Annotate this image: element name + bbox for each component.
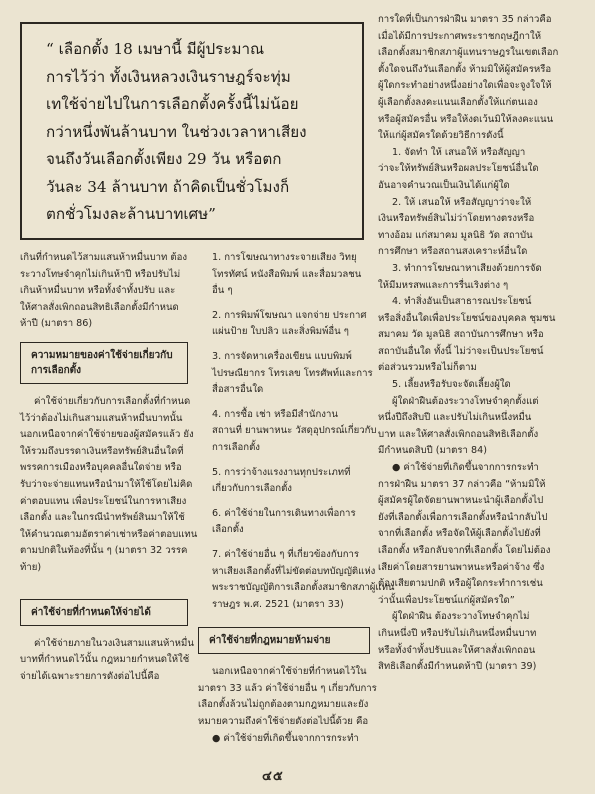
- text-line: จากที่เลือกตั้ง หรือจัดให้ผู้เลือกตั้งไปยังที่: [378, 528, 541, 540]
- text-line: เลือกตั้งล้วนไม่ถูกต้องตามกฎหมายและยัง: [198, 699, 369, 711]
- text-line: ค่าใช้จ่ายภายในวงเงินสามแสนห้าหมื่น: [34, 637, 194, 649]
- prohibited-paragraph: [198, 664, 377, 747]
- text-line: ห้าปี (มาตรา 86): [20, 318, 93, 330]
- text-line: นอกเหนือจากค่าใช้จ่ายของผู้สมัครแล้ว ยัง: [20, 429, 194, 441]
- pull-quote-line: วันละ 34 ล้านบาท ถ้าคิดเป็นชั่วโมงก็: [46, 177, 290, 196]
- column-middle: [198, 250, 395, 752]
- text-line: นอกเหนือจากค่าใช้จ่ายที่กำหนดไว้ใน: [212, 666, 367, 678]
- text-line: ให้รวมถึงบรรดาเงินหรือทรัพย์สินอื่นใดที่: [20, 445, 184, 457]
- list-item-line: โทรทัศน์ หนังสือพิมพ์ และสื่อมวลชน: [212, 268, 362, 280]
- list-item-line: 5. การว่าจ้างแรงงานทุกประเภทที่: [212, 466, 351, 478]
- text-line: ให้คำนวณตามอัตราค่าเช่าหรือค่าตอบแทน: [20, 528, 198, 540]
- list-item-line: สื่อสารอื่นใด: [212, 384, 264, 396]
- heading-line: ความหมายของค่าใช้จ่ายเกี่ยวกับ: [31, 349, 173, 361]
- text-line: ยังที่เลือกตั้งเพื่อการเลือกตั้งหรือนำกลับไป: [378, 511, 548, 523]
- text-line: พรรคการเมืองหรือบุคคลอื่นใดจ่าย หรือ: [20, 462, 182, 474]
- text-line: ว่านั้นเพื่อประโยชน์แก่ผู้สมัครใด”: [378, 594, 515, 606]
- text-line: ต้องเสียตามปกติ หรือผู้ใดกระทำการเช่น: [378, 578, 543, 590]
- text-line: อันอาจคำนวณเป็นเงินได้แก่ผู้ใด: [378, 179, 510, 191]
- text-line: 4. ทำสิ่งอันเป็นสาธารณประโยชน์: [392, 296, 532, 308]
- pull-quote-box: [20, 22, 364, 240]
- text-line: หรือทั้งจำทั้งปรับและให้ศาลสั่งเพิกถอน: [378, 644, 536, 656]
- heading-line: ค่าใช้จ่ายที่กำหนดให้จ่ายได้: [31, 606, 151, 618]
- pull-quote-line: จนถึงวันเลือกตั้งเพียง 29 วัน หรือตก: [46, 150, 282, 168]
- list-item-line: 4. การซื้อ เช่า หรือมีสำนักงาน: [212, 408, 338, 420]
- heading-line: ค่าใช้จ่ายที่กฎหมายห้ามจ่าย: [209, 635, 331, 647]
- text-line: ● ค่าใช้จ่ายที่เกิดขึ้นจากการกระทำ: [212, 732, 359, 744]
- text-line: ค่าตอบแทน เพื่อประโยชน์ในการหาเสียง: [20, 495, 187, 507]
- text-line: ให้มีมหรสพและการรื่นเริงต่าง ๆ: [378, 279, 509, 291]
- list-gap: [212, 498, 370, 506]
- text-line: ผู้ใดฝ่าฝืนต้องระวางโทษจำคุกตั้งแต่: [392, 395, 539, 407]
- meaning-paragraph: [20, 394, 198, 577]
- text-line: ตั้งใดจนถึงวันเลือกตั้ง ห้ามมิให้ผู้สมัครหรือ: [378, 63, 552, 75]
- list-gap: [212, 399, 370, 407]
- text-line: เสียค่าโดยสารยานพาหนะหรือค่าจ้าง ซึ่ง: [378, 561, 545, 573]
- text-line: รับว่าจะจ่ายแทนหรือนำมาให้ใช้โดยไม่คิด: [20, 478, 193, 490]
- text-line: หนึ่งปีถึงสิบปี และปรับไม่เกินหนึ่งหมื่น: [378, 412, 532, 424]
- allowed-paragraph: [20, 636, 194, 686]
- allowed-items-list: [198, 250, 395, 613]
- list-item-line: การเลือกตั้ง: [212, 441, 260, 453]
- text-line: 1. จัดทำ ให้ เสนอให้ หรือสัญญา: [392, 146, 526, 158]
- text-line: การฝ่าฝืน มาตรา 37 กล่าวคือ “ห้ามมิให้: [378, 478, 546, 490]
- section-heading-allowed: [20, 599, 188, 626]
- list-item-line: 1. การโฆษณาทางระจายเสียง วิทยุ: [212, 252, 357, 263]
- text-line: ผู้สมัครผู้ใดจัดยานพาหนะนำผู้เลือกตั้งไป: [378, 495, 544, 507]
- column-left: [20, 250, 198, 690]
- text-line: ว่าจะให้ทรัพย์สินหรือผลประโยชน์อื่นใด: [378, 163, 539, 175]
- list-item-line: แผ่นป้าย ใบปลิว และสิ่งพิมพ์อื่น ๆ: [212, 326, 349, 338]
- list-gap: [212, 300, 370, 308]
- text-line: เลือกตั้งสมาชิกสภาผู้แทนราษฎรในเขตเลือก: [378, 47, 559, 59]
- list-item-line: เกี่ยวกับการเลือกตั้ง: [212, 483, 292, 495]
- text-line: มาตรา 33 แล้ว ค่าใช้จ่ายอื่น ๆ เกี่ยวกับการ: [198, 682, 377, 694]
- list-item-line: 2. การพิมพ์โฆษณา แจกจ่าย ประกาศ: [212, 309, 367, 321]
- text-line: ทางอ้อม แก่สมาคม มูลนิธิ วัด สถาบัน: [378, 229, 533, 241]
- text-line: การศึกษา หรือสถานสงเคราะห์อื่นใด: [378, 246, 528, 258]
- text-line: การใดที่เป็นการฝ่าฝืน มาตรา 35 กล่าวคือ: [378, 14, 552, 25]
- text-line: เกินหนึ่งปี หรือปรับไม่เกินหนึ่งหมื่นบาท: [378, 627, 537, 639]
- text-line: 3. ทำการโฆษณาหาเสียงด้วยการจัด: [392, 262, 542, 274]
- text-line: เลือกตั้ง หรือกลับจากที่เลือกตั้ง โดยไม่ต้อง: [378, 545, 551, 556]
- text-line: เมื่อได้มีการประกาศพระราชกฤษฎีกาให้: [378, 30, 542, 42]
- pull-quote-line: เทใช้จ่ายไปในการเลือกตั้งครั้งนี้ไม่น้อย: [46, 95, 299, 113]
- text-line: บาท และให้ศาลสั่งเพิกถอนสิทธิเลือกตั้ง: [378, 428, 539, 440]
- text-line: ให้ศาลสั่งเพิกถอนสิทธิเลือกตั้งมีกำหนด: [20, 301, 179, 313]
- list-gap: [212, 457, 370, 465]
- text-line: มีกำหนดสิบปี (มาตรา 84): [378, 445, 487, 457]
- intro-paragraph: [20, 250, 188, 333]
- list-item-line: สถานที่ ยานพาหนะ วัสดุอุปกรณ์เกี่ยวกับ: [212, 425, 377, 437]
- text-line: ไว้ว่าต้องไม่เกินสามแสนห้าหมื่นบาทนั้น: [20, 412, 183, 424]
- text-line: ต่อส่วนรวมหรือไม่ก็ตาม: [378, 362, 477, 374]
- text-line: ท้าย): [20, 561, 42, 573]
- pull-quote-line: ตกชั่วโมงละล้านบาทเศษ”: [46, 205, 216, 223]
- text-line: ระวางโทษจำคุกไม่เกินห้าปี หรือปรับไม่: [20, 268, 181, 280]
- list-item-line: 6. ค่าใช้จ่ายในการเดินทางเพื่อการ: [212, 507, 356, 519]
- pull-quote-line: การไว้ว่า ทั้งเงินหลวงเงินราษฎร์จะทุ่ม: [46, 67, 291, 86]
- text-line: หรือสิ่งอื่นใดเพื่อประโยชน์ของบุคคล ชุมชน: [378, 312, 556, 324]
- text-line: ตามปกติในท้องที่นั้น ๆ (มาตรา 32 วรรค: [20, 545, 188, 557]
- text-line: จ่ายได้เฉพาะรายการดังต่อไปนี้คือ: [20, 670, 160, 682]
- text-line: เงินหรือทรัพย์สินไม่ว่าโดยทางตรงหรือ: [378, 213, 535, 225]
- pull-quote-line: “ เลือกตั้ง 18 เมษานี้ มีผู้ประมาณ: [46, 40, 265, 58]
- list-item-line: อื่น ๆ: [212, 285, 233, 297]
- text-line: สมาคม วัด มูลนิธิ สถาบันการศึกษา หรือ: [378, 329, 544, 341]
- text-line: 5. เลี้ยงหรือรับจะจัดเลี้ยงผู้ใด: [392, 379, 511, 391]
- text-line: สิทธิเลือกตั้งมีกำหนดห้าปี (มาตรา 39): [378, 661, 537, 673]
- text-line: 2. ให้ เสนอให้ หรือสัญญาว่าจะให้: [392, 196, 532, 208]
- text-line: ● ค่าใช้จ่ายที่เกิดขึ้นจากการกระทำ: [392, 462, 539, 474]
- list-item-line: หาเสียงเลือกตั้งที่ไม่ขัดต่อบทบัญญัติแห่ง: [212, 565, 376, 577]
- text-line: บาทที่กำหนดไว้นั้น กฎหมายกำหนดให้ใช้: [20, 654, 190, 666]
- section-heading-meaning: [20, 342, 188, 384]
- page-number: ๔๕: [262, 769, 284, 784]
- right-column-text: [378, 12, 578, 676]
- text-line: ค่าใช้จ่ายเกี่ยวกับการเลือกตั้งที่กำหนด: [34, 395, 191, 407]
- column-right: [378, 12, 578, 681]
- text-line: เกินที่กำหนดไว้สามแสนห้าหมื่นบาท ต้อง: [20, 252, 188, 263]
- text-line: หมายความถึงค่าใช้จ่ายดังต่อไปนี้ด้วย คือ: [198, 716, 369, 728]
- list-item-line: ไปรษณียากร โทรเลข โทรศัพท์และการ: [212, 367, 373, 379]
- list-item-line: เลือกตั้ง: [212, 524, 244, 536]
- text-line: สถาบันอื่นใด ทั้งนี้ ไม่ว่าจะเป็นประโยชน์: [378, 345, 544, 357]
- text-line: ผู้ใดฝ่าฝืน ต้องระวางโทษจำคุกไม่: [392, 611, 530, 623]
- list-item-line: พระราชบัญญัติการเลือกตั้งสมาชิกสภาผู้แทน: [212, 582, 395, 594]
- text-line: เลือกตั้ง และในกรณีนำทรัพย์สินมาให้ใช้: [20, 512, 185, 524]
- pull-quote-line: กว่าหนึ่งพันล้านบาท ในช่วงเวลาหาเสียง: [46, 122, 307, 141]
- pull-quote: [46, 36, 354, 229]
- text-line: หรือผู้สมัครอื่น หรือให้งดเว้นมิให้ลงคะแนน: [378, 113, 554, 125]
- list-item-line: ราษฎร พ.ศ. 2521 (มาตรา 33): [212, 598, 344, 610]
- text-line: เกินห้าหมื่นบาท หรือทั้งจำทั้งปรับ และ: [20, 285, 176, 297]
- heading-line: การเลือกตั้ง: [31, 364, 82, 376]
- section-heading-prohibited: [198, 627, 370, 654]
- text-line: ผู้ใดกระทำอย่างหนึ่งอย่างใดเพื่อจะจูงใจให้: [378, 80, 552, 92]
- list-gap: [212, 539, 370, 547]
- list-gap: [212, 341, 370, 349]
- text-line: ผู้เลือกตั้งลงคะแนนเลือกตั้งให้แก่ตนเอง: [378, 96, 538, 108]
- text-line: ให้แก่ผู้สมัครใดด้วยวิธีการดังนี้: [378, 130, 504, 142]
- list-item-line: 3. การจัดหาเครื่องเขียน แบบพิมพ์: [212, 350, 352, 362]
- list-item-line: 7. ค่าใช้จ่ายอื่น ๆ ที่เกี่ยวข้องกับการ: [212, 548, 360, 560]
